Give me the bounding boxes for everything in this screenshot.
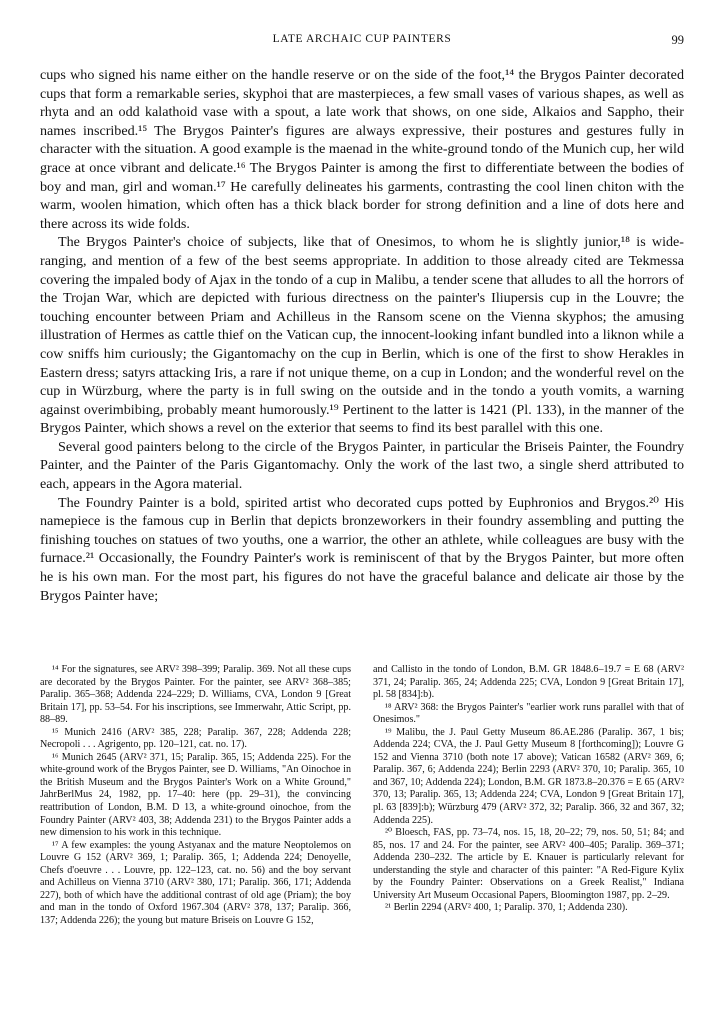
footnote: ¹⁶ Munich 2645 (ARV² 371, 15; Paralip. 365, 15; Addenda 225). For the white-ground work of the Brygos Painter, see D. Williams, "An Oinochoe in the British Museum and the Brygos Painter's Work on a White Ground," JahrBerlMus 24, 1982, pp. 17–40: here (pp. 29–31), the convincing reattribution of London, B.M. D 13, a white-ground oinochoe, from the Foundry Painter (ARV² 403, 38; Addenda 231) to the Brygos Painter adds a new dimension to his work in this technique. xyxy=(40,751,351,839)
footnote: ¹⁴ For the signatures, see ARV² 398–399; Paralip. 369. Not all these cups are decorated by the Brygos Painter. For the painter, see ARV² 368–385; Paralip. 365–368; Addenda 224–229; D. Williams, CVA, London 9 [Great Britain 17], pp. 53–54. For his inscriptions, see Immerwahr, Attic Script, pp. 88–89. xyxy=(40,664,351,726)
body-text xyxy=(40,66,684,605)
footnote: ²⁰ Bloesch, FAS, pp. 73–74, nos. 15, 18, 20–22; 79, nos. 50, 51; 84; and 85, nos. 17 and 24. For the painter, see ARV² 400–405; Paralip. 369–371; Addenda 230–232. The article by E. Knauer is particularly relevant for understanding the style and character of this painter: "A Red-Figure Kylix by the Foundry Painter: Observations on a Greek Realist," Indiana University Art Museum Occasional Papers, Bloomington 1987, pp. 2–29. xyxy=(373,827,684,901)
running-header xyxy=(40,33,684,53)
footnotes-right-column xyxy=(373,664,684,927)
footnotes-left-column xyxy=(40,664,351,927)
paragraph: Several good painters belong to the circle of the Brygos Painter, in particular the Briseis Painter, the Foundry Painter, and the Painter of the Paris Gigantomachy. Only the work of the last two, a single sherd attributed to each, appears in the Agora material. xyxy=(40,438,684,493)
page-number: 99 xyxy=(671,33,684,47)
footnote: ¹⁵ Munich 2416 (ARV² 385, 228; Paralip. 367, 228; Addenda 228; Necropoli . . . Agrigento, pp. 120–121, cat. no. 17). xyxy=(40,726,351,751)
paragraph: The Foundry Painter is a bold, spirited artist who decorated cups potted by Euphronios and Brygos.²⁰ His namepiece is the famous cup in Berlin that depicts bronzeworkers in their foundry assembling and putting the finishing touches on statues of two youths, one a warrior, the other an athlete, while colleagues are busy with the furnace.²¹ Occasionally, the Foundry Painter's work is reminiscent of that by the Brygos Painter, but more often he is his own man. For the most part, his figures do not have the graceful balance and delicate air those by the Brygos Painter have; xyxy=(40,494,684,604)
footnote-continuation: and Callisto in the tondo of London, B.M. GR 1848.6–19.7 = E 68 (ARV² 371, 24; Paralip. 365, 24; Addenda 225; CVA, London 9 [Great Britain 17], pl. 58 [834]:b). xyxy=(373,664,684,701)
paragraph: The Brygos Painter's choice of subjects, like that of Onesimos, to whom he is slightly junior,¹⁸ is wide-ranging, and mention of a few of the best seems appropriate. In addition to those already cited are Tekmessa covering the impaled body of Ajax in the tondo of a cup in Malibu, a tender scene that alludes to all the horrors of the Trojan War, which are depicted with furious directness on the painter's Iliupersis cup in the Louvre; the touching encounter between Priam and Achilleus in the Ransom scene on the Vienna skyphos; the amusing illustration of Hermes as cattle thief on the Vatican cup, the innocent-looking infant bundled into a liknon while a cow sniffs him curiously; the Gigantomachy on the cup in Berlin, which is one of the first to show Herakles in Eastern dress; satyrs attacking Iris, a rare if not unique theme, on a cup in London; and the wonderful revel on the cup in Würzburg, where the party is in full swing on the outside and in the tondo a youth vomits, a warning against overimbibing, probably meant humorously.¹⁹ Pertinent to the latter is 1421 (Pl. 133), in the manner of the Brygos Painter, which shows a revel on the exterior that seems to find its best parallel with this one. xyxy=(40,234,684,437)
footnote: ²¹ Berlin 2294 (ARV² 400, 1; Paralip. 370, 1; Addenda 230). xyxy=(385,902,628,914)
footnotes xyxy=(40,664,684,927)
running-title: LATE ARCHAIC CUP PAINTERS xyxy=(272,33,452,45)
footnote: ¹⁹ Malibu, the J. Paul Getty Museum 86.AE.286 (Paralip. 367, 1 bis; Addenda 224; CVA, the J. Paul Getty Museum 8 [forthcoming]); Louvre G 152 and Vienna 3710 (both note 17 above); Vatican 16582 (ARV² 369, 6; Paralip. 367, 6; Addenda 224); Berlin 2293 (ARV² 370, 10; Paralip. 365, 10 and 367, 10; Addenda 224); London, B.M. GR 1873.8–20.376 = E 65 (ARV² 370, 13; Paralip. 365, 13; Addenda 224; CVA, London 9 [Great Britain 17], pl. 63 [839]:b); Würzburg 479 (ARV² 372, 32; Paralip. 366, 32 and 367, 32; Addenda 225). xyxy=(373,726,684,826)
paragraph: cups who signed his name either on the handle reserve or on the side of the foot,¹⁴ the Brygos Painter decorated cups that form a remarkable series, skyphoi that are masterpieces, a few small vases of various shapes, as well as rhyta and an odd kalathoid vase with a spout, a late work that shows, on one side, Alkaios and Sappho, their names inscribed.¹⁵ The Brygos Painter's figures are always expressive, their postures and gestures fully in character with the situation. A good example is the maenad in the white-ground tondo of the Munich cup, her wild grace at once vibrant and delicate.¹⁶ The Brygos Painter is among the first to differentiate between the bodies of boy and man, girl and woman.¹⁷ He carefully delineates his garments, contrasting the cool linen chiton with the warm, woolen himation, which often has a thick black border for strong definition and a line of dots here and there across its wide folds. xyxy=(40,67,684,232)
footnote: ¹⁷ A few examples: the young Astyanax and the mature Neoptolemos on Louvre G 152 (ARV² 369, 1; Paralip. 365, 1; Addenda 224; Denoyelle, Chefs d'oeuvre . . . Louvre, pp. 122–123, cat. no. 56) and the boy servant and Achilleus on Vienna 3710 (ARV² 380, 171; Paralip. 366, 171; Addenda 227), both of which have the additional contrast of old age (Priam); the boy and man in the tondo of Oxford 1967.304 (ARV² 378, 137; Paralip. 366, 137; Addenda 226); the young but mature Briseis on Louvre G 152, xyxy=(40,839,351,926)
page xyxy=(40,33,684,605)
footnote: ¹⁸ ARV² 368: the Brygos Painter's "earlier work runs parallel with that of Onesimos." xyxy=(373,701,684,726)
